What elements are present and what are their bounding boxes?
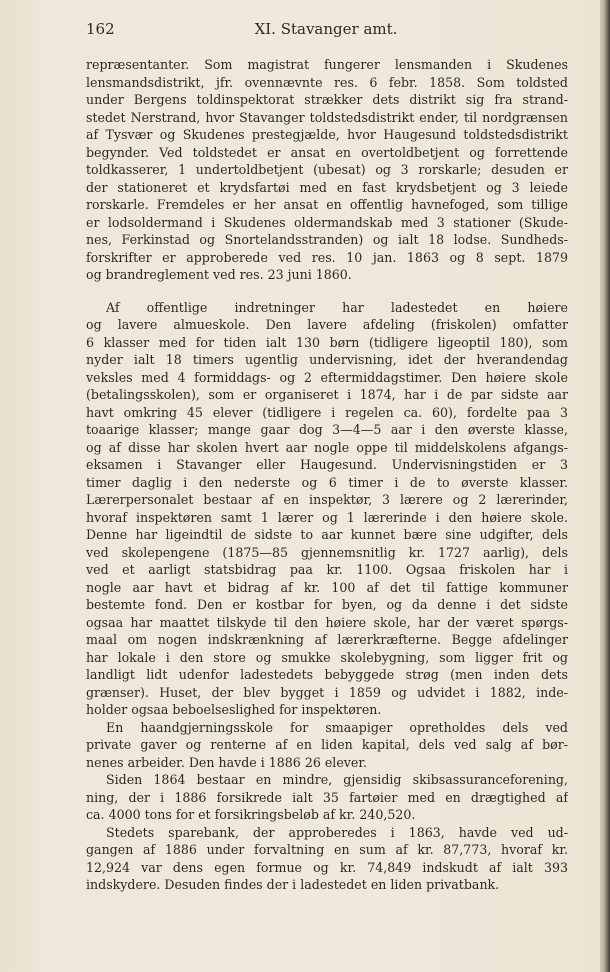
text-line: af Tysvær og Skudenes prestegjælde, hvor Haugesund toldstedsdistrikt bbox=[86, 127, 568, 142]
text-line: er lodsoldermand i Skudenes oldermandskab med 3 stationer (Skude- bbox=[86, 214, 568, 230]
text-line: nogle aar havt et bidrag af kr. 100 af det til fattige kommuner bbox=[86, 579, 568, 595]
running-title: XI. Stavanger amt. bbox=[254, 20, 398, 38]
page-edge-shadow bbox=[600, 0, 610, 972]
text-line: veksles med 4 formiddags- og 2 eftermiddagstimer. Den høiere skole bbox=[86, 369, 568, 385]
paragraph-schools bbox=[86, 299, 568, 719]
text-line: har lokale i den store og smukke skolebygning, som ligger frit og bbox=[86, 649, 568, 665]
text-line: 12,924 var dens egen formue og kr. 74,849 indskudt af ialt 393 bbox=[86, 859, 568, 875]
text-line: og af disse har skolen hvert aar nogle oppe til middelskolens afgangs- bbox=[86, 439, 568, 455]
text-line: Lærerpersonalet bestaar af en inspektør, 3 lærere og 2 lærerinder, bbox=[86, 492, 568, 507]
text-line: nyder ialt 18 timers ugentlig undervisning, idet der hverandendag bbox=[86, 352, 568, 367]
page-header bbox=[86, 20, 566, 44]
text-line: bestemte fond. Den er kostbar for byen, og da denne i det sidste bbox=[86, 597, 568, 612]
body-text bbox=[86, 56, 568, 894]
text-line: Stedets sparebank, der approberedes i 1863, havde ved ud- bbox=[106, 824, 568, 840]
text-line: maal om nogen indskrænkning af lærerkræfterne. Begge afdelinger bbox=[86, 632, 568, 647]
text-line: forskrifter er approberede ved res. 10 jan. 1863 og 8 sept. 1879 bbox=[86, 249, 568, 265]
text-line: ca. 4000 tons for et forsikringsbeløb af kr. 240,520. bbox=[86, 807, 416, 822]
text-line: og lavere almueskole. Den lavere afdeling (friskolen) omfatter bbox=[86, 317, 568, 332]
text-line: indskydere. Desuden findes der i ladestedet en liden privatbank. bbox=[86, 877, 500, 892]
text-line: grænser). Huset, der blev bygget i 1859 og udvidet i 1882, inde- bbox=[86, 684, 568, 700]
text-line: nes, Ferkinstad og Snortelandsstranden) og ialt 18 lodse. Sundheds- bbox=[86, 232, 568, 247]
text-line: private gaver og renterne af en liden kapital, dels ved salg af bør- bbox=[86, 737, 568, 752]
text-line: lensmandsdistrikt, jfr. ovennævnte res. 6 febr. 1858. Som toldsted bbox=[86, 74, 568, 90]
text-line: stedet Nerstrand, hvor Stavanger toldstedsdistrikt ender, til nordgrænsen bbox=[86, 109, 568, 125]
paragraph-customs bbox=[86, 56, 568, 284]
text-line: begynder. Ved toldstedet er ansat en overtoldbetjent og forrettende bbox=[86, 144, 568, 160]
paragraph-handicraft-school bbox=[86, 719, 568, 772]
text-line: 6 klasser med for tiden ialt 130 børn (tidligere ligeoptil 180), som bbox=[86, 334, 568, 350]
page-number: 162 bbox=[86, 20, 115, 38]
text-line: toaarige klasser; mange gaar dog 3—4—5 aar i den øverste klasse, bbox=[86, 422, 568, 437]
paragraph-gap bbox=[86, 284, 568, 299]
text-line: toldkasserer, 1 undertoldbetjent (ubesat) og 3 rorskarle; desuden er bbox=[86, 162, 568, 177]
text-line: En haandgjerningsskole for smaapiger opretholdes dels ved bbox=[106, 719, 568, 735]
text-line: nenes arbeider. Den havde i 1886 26 elever. bbox=[86, 754, 367, 770]
text-line: ning, der i 1886 forsikrede ialt 35 fartøier med en drægtighed af bbox=[86, 789, 568, 805]
text-line: ogsaa har maattet tilskyde til den høiere skole, har der været spørgs- bbox=[86, 614, 568, 630]
paragraph-savings-bank bbox=[86, 824, 568, 894]
text-line: gangen af 1886 under forvaltning en sum af kr. 87,773, hvoraf kr. bbox=[86, 842, 568, 857]
text-line: timer daglig i den nederste og 6 timer i de to øverste klasser. bbox=[86, 474, 568, 490]
text-line: landligt lidt udenfor ladestedets bebyggede strøg (men inden dets bbox=[86, 667, 568, 682]
text-line: hvoraf inspektøren samt 1 lærer og 1 lærerinde i den høiere skole. bbox=[86, 509, 568, 525]
text-line: ved et aarligt statsbidrag paa kr. 1100. Ogsaa friskolen har i bbox=[86, 562, 568, 577]
text-line: Siden 1864 bestaar en mindre, gjensidig skibsassuranceforening, bbox=[106, 772, 568, 787]
text-line: repræsentanter. Som magistrat fungerer lensmanden i Skudenes bbox=[86, 57, 568, 72]
text-line: rorskarle. Fremdeles er her ansat en offentlig havnefoged, som tillige bbox=[86, 197, 568, 212]
text-line: Af offentlige indretninger har ladestedet en høiere bbox=[106, 299, 568, 315]
text-line: eksamen i Stavanger eller Haugesund. Undervisningstiden er 3 bbox=[86, 457, 568, 472]
text-line: (betalingsskolen), som er organiseret i 1874, har i de par sidste aar bbox=[86, 387, 568, 402]
text-line: holder ogsaa beboelseslighed for inspektøren. bbox=[86, 702, 382, 717]
text-line: der stationeret et krydsfartøi med en fast krydsbetjent og 3 leiede bbox=[86, 179, 568, 195]
text-line: under Bergens toldinspektorat strækker dets distrikt sig fra strand- bbox=[86, 92, 568, 107]
text-line: Denne har ligeindtil de sidste to aar kunnet bære sine udgifter, dels bbox=[86, 527, 568, 542]
text-line: ved skolepengene (1875—85 gjennemsnitlig kr. 1727 aarlig), dels bbox=[86, 544, 568, 560]
paragraph-ship-insurance bbox=[86, 771, 568, 824]
text-line: og brandreglement ved res. 23 juni 1860. bbox=[86, 267, 352, 282]
text-line: havt omkring 45 elever (tidligere i regelen ca. 60), fordelte paa 3 bbox=[86, 404, 568, 420]
